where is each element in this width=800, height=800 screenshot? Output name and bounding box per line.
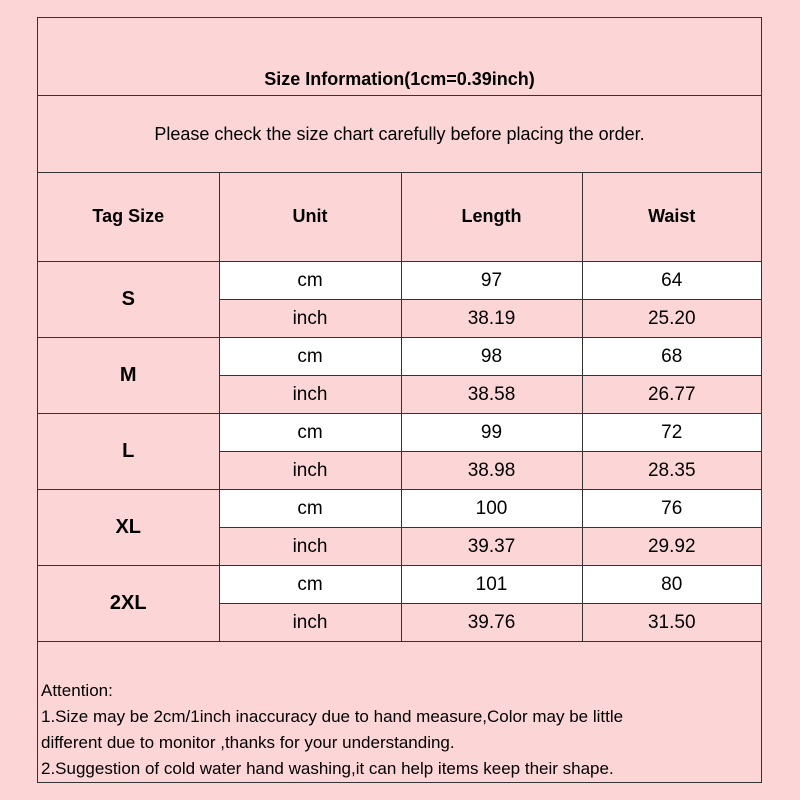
unit-cell: cm	[219, 490, 401, 528]
length-cell: 97	[401, 262, 582, 300]
chart-title: Size Information(1cm=0.39inch)	[38, 18, 761, 96]
tag-size-cell: S	[38, 262, 219, 338]
waist-cell: 64	[582, 262, 761, 300]
header-tag-size: Tag Size	[38, 172, 219, 262]
tag-size-cell: XL	[38, 490, 219, 566]
chart-subtitle: Please check the size chart carefully before placing the order.	[38, 96, 761, 173]
size-table	[38, 172, 761, 642]
table-row	[38, 338, 761, 376]
tag-size-cell: 2XL	[38, 566, 219, 642]
waist-cell: 80	[582, 566, 761, 604]
size-chart	[37, 17, 762, 783]
length-cell: 39.37	[401, 528, 582, 566]
waist-cell: 31.50	[582, 604, 761, 642]
waist-cell: 25.20	[582, 300, 761, 338]
length-cell: 101	[401, 566, 582, 604]
unit-cell: inch	[219, 376, 401, 414]
length-cell: 98	[401, 338, 582, 376]
table-header-row	[38, 172, 761, 262]
unit-cell: cm	[219, 262, 401, 300]
waist-cell: 68	[582, 338, 761, 376]
notes-line-3: 2.Suggestion of cold water hand washing,it can help items keep their shape.	[41, 759, 614, 778]
table-row	[38, 490, 761, 528]
length-cell: 38.98	[401, 452, 582, 490]
tag-size-cell: M	[38, 338, 219, 414]
length-cell: 38.19	[401, 300, 582, 338]
header-length: Length	[401, 172, 582, 262]
notes-line-2: different due to monitor ,thanks for your understanding.	[41, 733, 455, 752]
length-cell: 99	[401, 414, 582, 452]
unit-cell: inch	[219, 528, 401, 566]
notes-line-1: 1.Size may be 2cm/1inch inaccuracy due to hand measure,Color may be little	[41, 707, 624, 726]
unit-cell: cm	[219, 414, 401, 452]
unit-cell: cm	[219, 338, 401, 376]
unit-cell: inch	[219, 300, 401, 338]
waist-cell: 28.35	[582, 452, 761, 490]
table-row	[38, 262, 761, 300]
unit-cell: inch	[219, 452, 401, 490]
waist-cell: 26.77	[582, 376, 761, 414]
unit-cell: cm	[219, 566, 401, 604]
header-unit: Unit	[219, 172, 401, 262]
unit-cell: inch	[219, 604, 401, 642]
notes-heading: Attention:	[41, 681, 113, 700]
header-waist: Waist	[582, 172, 761, 262]
length-cell: 39.76	[401, 604, 582, 642]
table-row	[38, 414, 761, 452]
length-cell: 100	[401, 490, 582, 528]
waist-cell: 29.92	[582, 528, 761, 566]
length-cell: 38.58	[401, 376, 582, 414]
waist-cell: 72	[582, 414, 761, 452]
table-row	[38, 566, 761, 604]
tag-size-cell: L	[38, 414, 219, 490]
waist-cell: 76	[582, 490, 761, 528]
attention-notes	[41, 678, 759, 782]
